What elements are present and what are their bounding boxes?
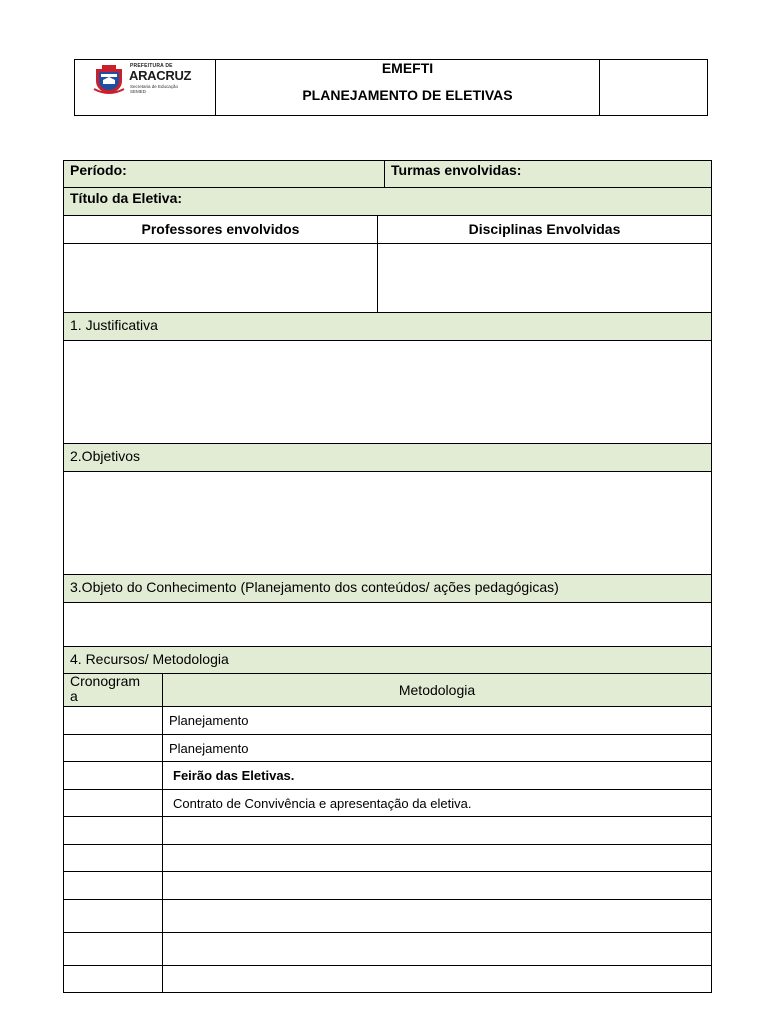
disciplinas-label: Disciplinas Envolvidas: [468, 221, 621, 237]
metodologia-cell[interactable]: [162, 932, 712, 966]
professores-input[interactable]: [63, 243, 378, 313]
objeto-label: 3.Objeto do Conhecimento (Planejamento dos conteúdos/ ações pedagógicas): [70, 579, 559, 595]
document-title: PLANEJAMENTO DE ELETIVAS: [302, 87, 513, 103]
metodologia-value: Planejamento: [169, 741, 249, 756]
header-empty-cell: [600, 60, 707, 115]
logo-subtitle: [130, 84, 178, 94]
periodo-field[interactable]: [63, 160, 385, 188]
metodologia-value: Contrato de Convivência e apresentação da eletiva.: [173, 796, 472, 811]
cronograma-cell[interactable]: [63, 816, 163, 845]
metodologia-cell[interactable]: [162, 871, 712, 900]
cronograma-cell[interactable]: [63, 932, 163, 966]
metodologia-cell[interactable]: [162, 789, 712, 817]
justificativa-header: [63, 312, 712, 341]
metodologia-header: [162, 673, 712, 707]
cronograma-label-2: a: [70, 688, 78, 704]
coat-of-arms-icon: [92, 63, 126, 95]
cronograma-cell[interactable]: [63, 706, 163, 735]
metodologia-cell[interactable]: [162, 734, 712, 762]
cronograma-label: [70, 674, 140, 704]
metodologia-cell[interactable]: [162, 816, 712, 845]
metodologia-cell[interactable]: [162, 761, 712, 790]
metodologia-cell[interactable]: [162, 844, 712, 872]
professores-header: [63, 215, 378, 244]
header-title-cell: [216, 60, 600, 115]
titulo-field[interactable]: [63, 187, 712, 216]
disciplinas-input[interactable]: [377, 243, 712, 313]
metodologia-cell[interactable]: [162, 965, 712, 993]
cronograma-label-1: Cronogram: [70, 673, 141, 689]
school-name: EMEFTI: [381, 60, 434, 76]
cronograma-cell[interactable]: [63, 844, 163, 872]
cronograma-cell[interactable]: [63, 871, 163, 900]
titulo-label: Título da Eletiva:: [70, 190, 183, 206]
justificativa-input[interactable]: [63, 340, 712, 444]
justificativa-label: 1. Justificativa: [70, 317, 158, 333]
recursos-label: 4. Recursos/ Metodologia: [70, 651, 229, 667]
objeto-header: [63, 574, 712, 603]
objetivos-header: [63, 443, 712, 472]
cronograma-cell[interactable]: [63, 734, 163, 762]
cronograma-cell[interactable]: [63, 899, 163, 933]
logo-subtitle-2: SEMED: [130, 89, 147, 94]
turmas-field[interactable]: [384, 160, 712, 188]
periodo-label: Período:: [70, 162, 127, 178]
objetivos-input[interactable]: [63, 471, 712, 575]
logo-subtitle-1: Secretaria de Educação: [130, 84, 179, 89]
cronograma-header: [63, 673, 163, 707]
disciplinas-header: [377, 215, 712, 244]
metodologia-cell[interactable]: [162, 899, 712, 933]
metodologia-value: Feirão das Eletivas.: [173, 768, 295, 783]
document-header: [74, 59, 708, 116]
logo-prefix: PREFEITURA DE: [130, 63, 173, 69]
turmas-label: Turmas envolvidas:: [391, 162, 522, 178]
cronograma-cell[interactable]: [63, 965, 163, 993]
objetivos-label: 2.Objetivos: [70, 448, 141, 464]
professores-label: Professores envolvidos: [141, 221, 300, 237]
logo-name: ARACRUZ: [129, 68, 192, 83]
cronograma-cell[interactable]: [63, 761, 163, 790]
logo-cell: [75, 60, 216, 115]
cronograma-cell[interactable]: [63, 789, 163, 817]
metodologia-cell[interactable]: [162, 706, 712, 735]
metodologia-label: Metodologia: [398, 682, 476, 698]
objeto-input[interactable]: [63, 602, 712, 647]
recursos-header: [63, 646, 712, 674]
aracruz-logo: [92, 63, 202, 95]
metodologia-value: Planejamento: [169, 713, 249, 728]
